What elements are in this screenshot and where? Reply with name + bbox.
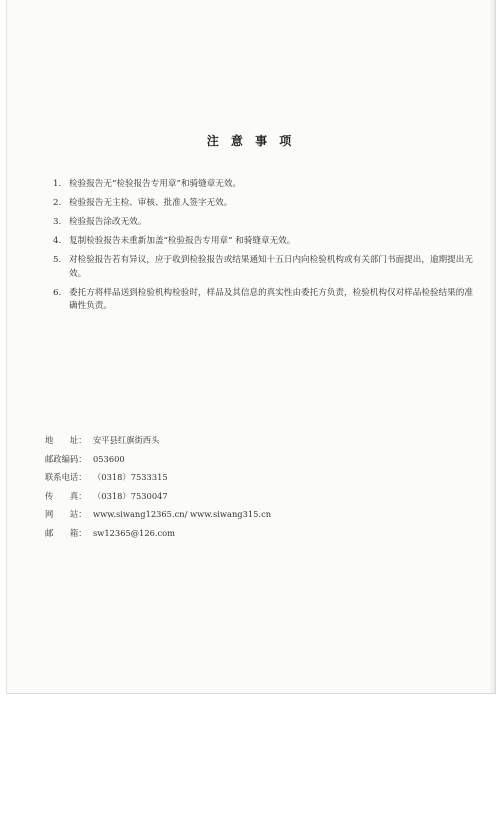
contact-email-row <box>45 524 465 543</box>
address-label: 地 址： <box>45 435 87 446</box>
notice-item <box>53 178 473 192</box>
website-value: www.siwang12365.cn/ www.siwang315.cn <box>93 509 272 520</box>
notice-item-text: 复制检验报告未重新加盖“检验报告专用章” 和骑缝章无效。 <box>69 236 296 246</box>
notice-item-number: 5. <box>53 255 62 265</box>
notice-item-text: 检验报告无主检、审核、批准人签字无效。 <box>69 198 233 208</box>
document-page <box>6 0 496 694</box>
email-label: 邮 箱： <box>45 527 87 538</box>
contact-address-row <box>45 431 465 450</box>
phone-label: 联系电话： <box>45 472 87 483</box>
notice-item <box>53 216 473 230</box>
notice-item-number: 6. <box>53 287 62 298</box>
notice-item-number: 1. <box>53 179 62 189</box>
contact-info <box>45 431 465 542</box>
notice-item <box>53 197 473 211</box>
notice-item-text: 检验报告无“检验报告专用章”和骑缝章无效。 <box>69 179 242 189</box>
notice-item-text: 委托方将样品送到检验机构检验时，样品及其信息的真实性由委托方负责，检验机构仅对样品检验结果的准确性负责。 <box>69 287 473 311</box>
phone-value: （0318）7533315 <box>93 472 168 483</box>
notice-item <box>53 254 473 281</box>
notice-item-text: 检验报告涂改无效。 <box>69 217 147 227</box>
notice-list <box>53 178 473 319</box>
postcode-value: 053600 <box>93 453 125 464</box>
postcode-label: 邮政编码： <box>45 453 87 464</box>
notice-item-text: 对检验报告若有异议，应于收到检验报告或结果通知十五日内向检验机构或有关部门书面提出，逾期提出无效。 <box>69 255 473 279</box>
address-value: 安平县红旗街西头 <box>93 435 160 446</box>
email-value: sw12365@126.com <box>93 527 176 538</box>
notice-item <box>53 235 473 249</box>
contact-postcode-row <box>45 450 465 469</box>
notice-item-number: 4. <box>53 236 62 246</box>
notice-item <box>53 287 473 314</box>
notice-item-number: 2. <box>53 198 62 208</box>
page-edge-shadow <box>489 0 495 693</box>
contact-fax-row <box>45 487 465 506</box>
notice-title: 注 意 事 项 <box>206 134 296 148</box>
notice-item-number: 3. <box>53 217 62 227</box>
website-label: 网 站： <box>45 509 87 520</box>
contact-website-row <box>45 505 465 524</box>
fax-label: 传 真： <box>45 490 87 501</box>
contact-phone-row <box>45 468 465 487</box>
fax-value: （0318）7530047 <box>93 490 168 501</box>
